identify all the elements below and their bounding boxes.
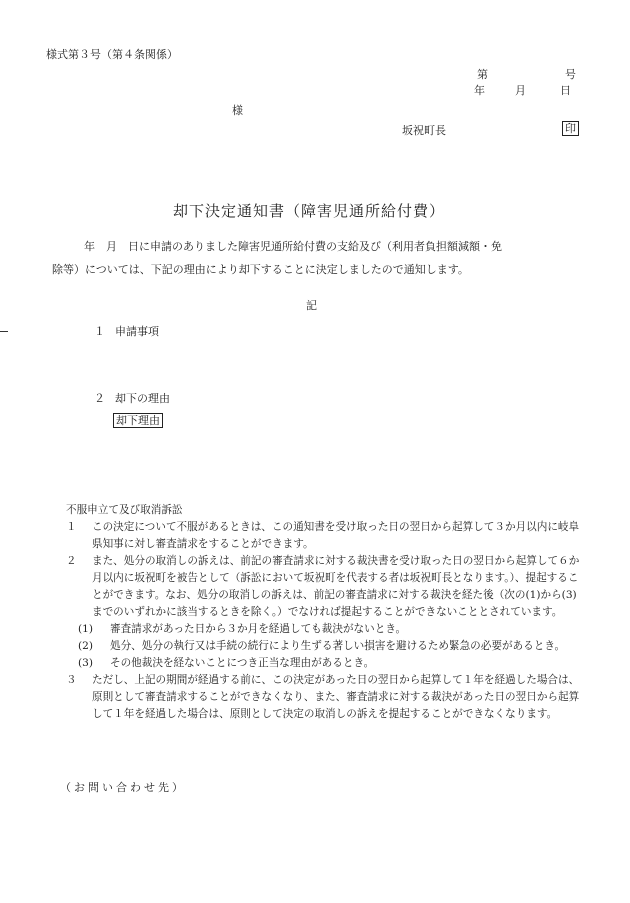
notice-subitem-2 [66, 638, 586, 655]
intro-line-2: 除等）については、下記の理由により却下することに決定しましたので通知します。 [52, 263, 469, 276]
section-2-label: 却下の理由 [115, 392, 170, 405]
date-month: 月 [515, 84, 526, 97]
doc-number-prefix: 第 [477, 68, 488, 81]
notice-item-text: また、処分の取消しの訴えは、前記の審査請求に対する裁決書を受け取った日の翌日から起算して６か月以内に坂祝町を被告として（訴訟において坂祝町を代表する者は坂祝町長となります。）、提起することができます。なお、処分の取消しの訴えは、前記の審査請求に対する裁決を経た後（次の(1)から(3)までのいずれかに該当するときを除く。）でなければ提起することができないこととされています。 [92, 555, 580, 618]
margin-tick [0, 331, 8, 332]
ki-heading: 記 [306, 299, 317, 312]
notice-item-3 [66, 672, 586, 723]
document-title: 却下決定通知書（障害児通所給付費） [173, 202, 446, 220]
notice-item-number: ２ [66, 555, 77, 567]
contact-heading: （お問い合わせ先） [60, 781, 186, 794]
notice-subitem-number: (2) [78, 640, 94, 652]
date-year: 年 [474, 84, 485, 97]
intro-line-1: 年 月 日に申請のありました障害児通所給付費の支給及び（利用者負担額減額・免 [84, 240, 502, 253]
notice-subitem-text: 処分、処分の執行又は手続の続行により生ずる著しい損害を避けるため緊急の必要があるとき。 [110, 640, 566, 652]
recipient-honorific: 様 [232, 104, 243, 117]
notice-item-text: ただし、上記の期間が経過する前に、この決定があった日の翌日から起算して１年を経過した場合は、原則として審査請求することができなくなり、また、審査請求に対する裁決があった日の翌日から起算して１年を経過した場合は、原則として決定の取消しの訴えを提起することができなくなります。 [92, 674, 580, 720]
reject-reason-box: 却下理由 [113, 413, 163, 428]
doc-number-suffix: 号 [565, 68, 576, 81]
notice-subitem-1 [66, 621, 586, 638]
notice-heading: 不服申立て及び取消訴訟 [66, 504, 183, 516]
section-1-label: 申請事項 [115, 325, 159, 338]
notice-subitem-text: その他裁決を経ないことにつき正当な理由があるとき。 [110, 657, 375, 669]
appeal-notice [66, 502, 586, 723]
notice-item-2 [66, 553, 586, 621]
notice-item-number: ３ [66, 674, 77, 686]
seal-mark: 印 [562, 121, 579, 136]
notice-item-1 [66, 519, 586, 553]
notice-item-number: １ [66, 521, 77, 533]
notice-subitem-number: (3) [78, 657, 94, 669]
notice-subitem-number: (1) [78, 623, 94, 635]
form-number: 様式第３号（第４条関係） [46, 48, 178, 61]
notice-subitem-3 [66, 655, 586, 672]
notice-subitem-text: 審査請求があった日から３か月を経過しても裁決がないとき。 [110, 623, 407, 635]
date-day: 日 [560, 84, 571, 97]
issuer-name: 坂祝町長 [402, 124, 446, 137]
notice-item-text: この決定について不服があるときは、この通知書を受け取った日の翌日から起算して３か月以内に岐阜県知事に対し審査請求をすることができます。 [92, 521, 580, 550]
section-1-number: １ [94, 325, 105, 338]
section-2-number: ２ [94, 392, 105, 405]
